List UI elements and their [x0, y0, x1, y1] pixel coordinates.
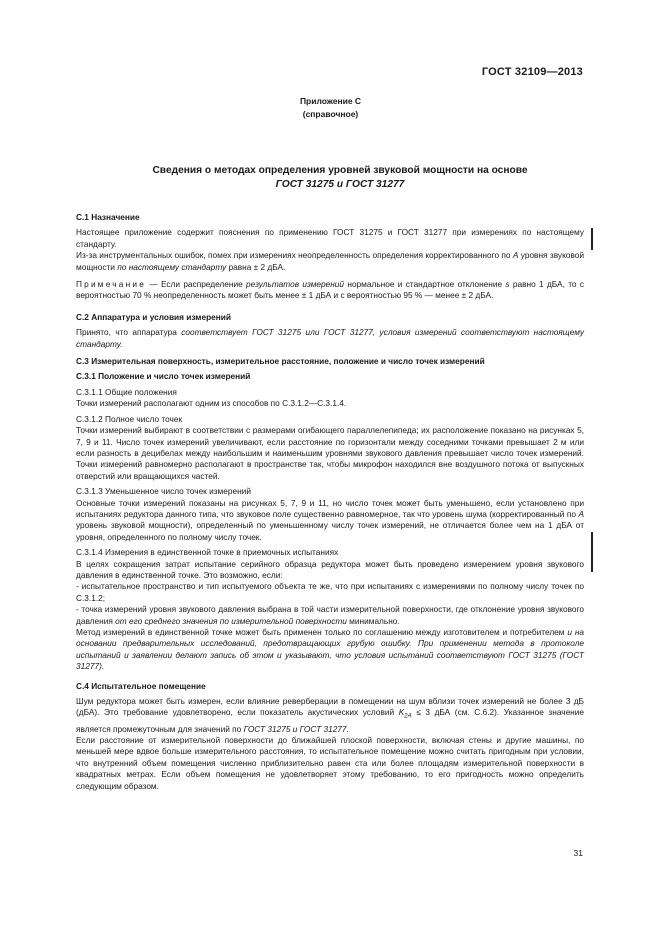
paragraph: Метод измерений в единственной точке может быть применен только по соглашению между изготовителем и потребителем и на основании предварительных исследований, предотвращающих грубую ошибку. При применении метода в протоколе испытаний и заявлении делают запись об этом и указывают, что условия испытаний соответствуют ГОСТ 31275 (ГОСТ 31277). [76, 627, 584, 672]
paragraph: Шум редуктора может быть измерен, если влияние реверберации в помещении на шум вблизи точек измерений не более 3 дБ (дБА). Это требование удовлетворено, если показатель акустических условий $K_{2A} \le 3$ дБА (см. С.6.2). Указанное значение является промежуточным для значений по ГОСТ 31275 и ГОСТ 31277. [76, 696, 585, 734]
appendix-label: Приложение С [299, 96, 362, 106]
appendix-note: (справочное) [302, 109, 359, 119]
paragraph: Точки измерений располагают одним из способов по С.3.1.2—С.3.1.4. [76, 398, 347, 409]
section-c31-heading: С.3.1 Положение и число точек измерений [76, 371, 251, 382]
section-c1-heading: С.1 Назначение [76, 212, 140, 222]
page-title [60, 164, 620, 192]
note: Примечание — Если распределение результатов измерений нормальное и стандартное отклонение s равно 1 дБА, то с вероятностью 70 % неопределенность может быть менее ± 1 дБА и с вероятностью 95 % — менее ± 2 дБА. [76, 279, 584, 301]
paragraph: Из-за инструментальных ошибок, помех при измерениях неопределенность определения корректированного по A уровня звуковой мощности по настоящему стандарту равна ± 2 дБА. [76, 250, 584, 272]
standard-number: ГОСТ 32109—2013 [481, 66, 583, 78]
section-c3-heading: С.3 Измерительная поверхность, измерительное расстояние, положение и число точек измерений [76, 356, 485, 367]
page-number: 31 [573, 848, 583, 858]
section-c2-heading: С.2 Аппаратура и условия измерений [76, 311, 231, 322]
document-body [76, 212, 584, 792]
change-bar [591, 532, 593, 572]
subsection-heading: С.3.1.4 Измерения в единственной точке в приемочных испытаниях [76, 547, 339, 558]
paragraph: В целях сокращения затрат испытание серийного образца редуктора может быть проведено измерением уровня звукового давления в единственной точке. Это возможно, если: [76, 558, 584, 580]
title-line-2: ГОСТ 31275 и ГОСТ 31277 [275, 179, 405, 190]
list-item: - точка измерений уровня звукового давления выбрана в той части измерительной поверхности, где отклонение уровня звукового давления от его среднего значения по измерительной поверхности минимально. [76, 604, 584, 626]
paragraph: Принято, что аппаратура соответствует ГОСТ 31275 или ГОСТ 31277, условия измерений соответствуют настоящему стандарту. [76, 327, 584, 349]
paragraph: Основные точки измерений показаны на рисунках 5, 7, 9 и 11, но число точек может быть уменьшено, если установлено при испытаниях редуктора данного типа, что звуковое поле существенно равномерное, так что уровень шума (корректированный по А уровень звуковой мощности), определенный по уменьшенному числу точек измерений, не отличается более чем на 1 дБА от уровня, определенного по полному числу точек. [76, 497, 584, 542]
list-item: - испытательное пространство и тип испытуемого объекта те же, что при испытаниях с измерениями по полному числу точек по С.3.1.2; [76, 581, 584, 603]
paragraph: Настоящее приложение содержит пояснения по применению ГОСТ 31275 и ГОСТ 31277 при измерениях по настоящему стандарту. [76, 227, 584, 249]
subsection-heading: С.3.1.2 Полное число точек [76, 413, 183, 424]
change-bar [591, 228, 593, 250]
subsection-heading: С.3.1.1 Общие положения [76, 386, 177, 397]
paragraph: Точки измерений выбирают в соответствии с размерами огибающего параллелепипеда; их расположение показано на рисунках 5, 7, 9 и 11. Число точек измерений увеличивают, если расстояние по горизонтали между соседними точками превышает 2 м или если разность в децибелах между наибольшим и наименьшим уровнями звукового давления превышает число точек измерений. Точки измерений равномерно располагают в пространстве так, чтобы микрофон находился вне воздушного потока от выпускных отверстий или вращающихся частей. [76, 425, 584, 481]
section-c4-heading: С.4 Испытательное помещение [76, 680, 206, 691]
subsection-heading: С.3.1.3 Уменьшенное число точек измерений [76, 486, 251, 497]
title-line-1: Сведения о методах определения уровней звуковой мощности на основе [152, 165, 528, 176]
paragraph: Если расстояние от измерительной поверхности до ближайшей плоской поверхности, включая стены и другие машины, по меньшей мере вдвое больше измерительного расстояния, то испытательное помещение можно считать пригодным при условии, что внутренний объем помещения численно приблизительно равен ста или более площадям измерительной поверхности в квадратных метрах. Если объем помещения не удовлетворяет этому требованию, то его пригодность можно определить следующим образом. [76, 734, 584, 791]
